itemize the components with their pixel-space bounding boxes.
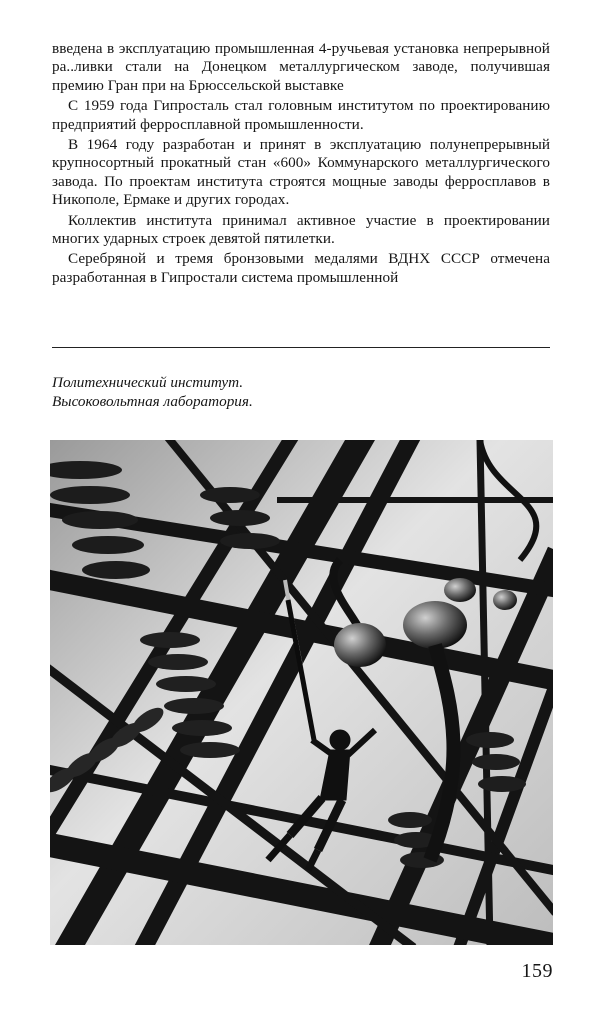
lab-photograph-illustration (50, 440, 553, 945)
caption-line-2: Высоковольтная лаборатория. (52, 392, 253, 410)
paragraph-2: С 1959 года Гипросталь стал головным институтом по проектированию предприятий ферросплавной промышленности. (52, 97, 550, 133)
caption-line-1: Политехнический институт. (52, 374, 244, 391)
body-text (52, 40, 550, 289)
photo-caption (52, 374, 550, 411)
paragraph-1: введена в эксплуатацию промышленная 4-ручьевая установка непрерывной ра..ливки стали на Донецком металлургическом заводе, получившая премию Гран при на Брюссельской выставке (52, 40, 550, 94)
section-divider (52, 347, 550, 348)
paragraph-5: Серебряной и тремя бронзовыми медалями ВДНХ СССР отмечена разработанная в Гипростали система промышленной (52, 250, 550, 286)
paragraph-4: Коллектив института принимал активное участие в проектировании многих ударных строек девятой пятилетки. (52, 211, 550, 248)
lab-photograph (50, 440, 553, 945)
page-number: 159 (521, 960, 553, 982)
paragraph-3: В 1964 году разработан и принят в эксплуатацию полунепрерывный крупносортный прокатный стан «600» Коммунарского металлургического завода. По проектам института строятся мощные заводы ферросплавов в Никополе, Ермаке и других городах. (52, 136, 550, 209)
